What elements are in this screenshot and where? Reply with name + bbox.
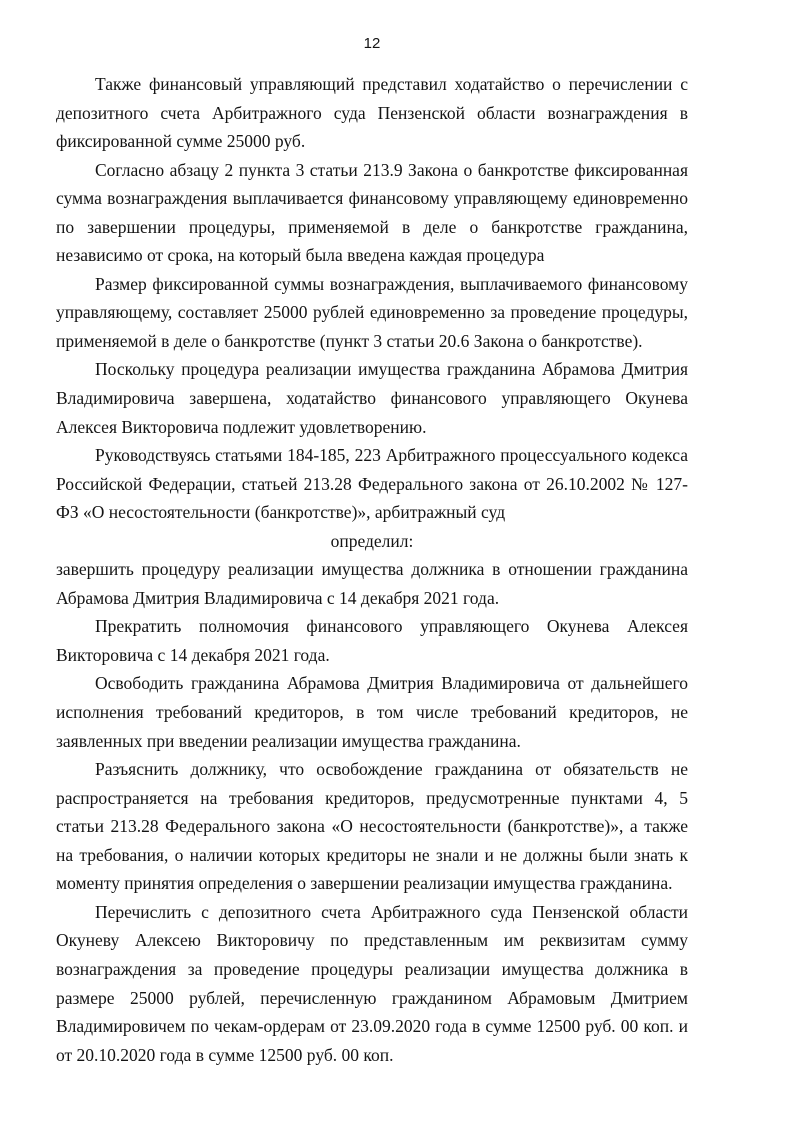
para-clarify-debtor: Разъяснить должнику, что освобождение гражданина от обязательств не распространяется на требования кредиторов, предусмотренные пунктами 4, 5 статьи 213.28 Федерального закона «О несостоятельности (банкротстве)», а также на требования, о наличии которых кредиторы не знали и не должны были знать к моменту принятия определения о завершении реализации имущества гражданина.: [56, 759, 688, 894]
para-fee-transfer-motion: Также финансовый управляющий представил ходатайство о перечислении с депозитного счета Арбитражного суда Пензенской области вознаграждения в фиксированной сумме 25000 руб.: [56, 74, 688, 152]
para-transfer-from-deposit: Перечислить с депозитного счета Арбитражного суда Пензенской области Окуневу Алексею Викторовичу по представленным им реквизитам сумму вознаграждения за проведение процедуры реализации имущества должника в размере 25000 рублей, перечисленную гражданином Абрамовым Дмитрием Владимировичем по чекам-ордерам от 23.09.2020 года в сумме 12500 руб. 00 коп. и от 20.10.2020 года в сумме 12500 руб. 00 коп.: [56, 901, 688, 1065]
para-terminate-powers: Прекратить полномочия финансового управляющего Окунева Алексея Викторовича с 14 декабря 2021 года.: [56, 616, 688, 665]
document-body: [56, 70, 688, 1069]
para-guided-by-articles: Руководствуясь статьями 184-185, 223 Арбитражного процессуального кодекса Российской Федерации, статьей 213.28 Федерального закона от 26.10.2002 № 127-ФЗ «О несостоятельности (банкротстве)», арбитражный суд: [56, 445, 688, 523]
page-number: 12: [363, 35, 381, 52]
para-petition-granted: Поскольку процедура реализации имущества гражданина Абрамова Дмитрия Владимировича завершена, ходатайство финансового управляющего Окунева Алексея Викторовича подлежит удовлетворению.: [56, 359, 688, 437]
para-complete-realization: завершить процедуру реализации имущества должника в отношении гражданина Абрамова Дмитрия Владимировича с 14 декабря 2021 года.: [56, 559, 688, 608]
para-law-213-9-fixed-sum: Согласно абзацу 2 пункта 3 статьи 213.9 Закона о банкротстве фиксированная сумма вознаграждения выплачивается финансовому управляющему единовременно по завершении процедуры, применяемой в деле о банкротстве гражданина, независимо от срока, на который была введена каждая процедура: [56, 159, 688, 266]
resolution-heading: определил:: [330, 530, 414, 551]
para-fixed-sum-amount: Размер фиксированной суммы вознаграждения, выплачиваемого финансовому управляющему, составляет 25000 рублей единовременно за проведение процедуры, применяемой в деле о банкротстве (пункт 3 статьи 20.6 Закона о банкротстве).: [56, 273, 688, 351]
para-release-debtor: Освободить гражданина Абрамова Дмитрия Владимировича от дальнейшего исполнения требований кредиторов, в том числе требований кредиторов, не заявленных при введении реализации имущества гражданина.: [56, 673, 688, 751]
